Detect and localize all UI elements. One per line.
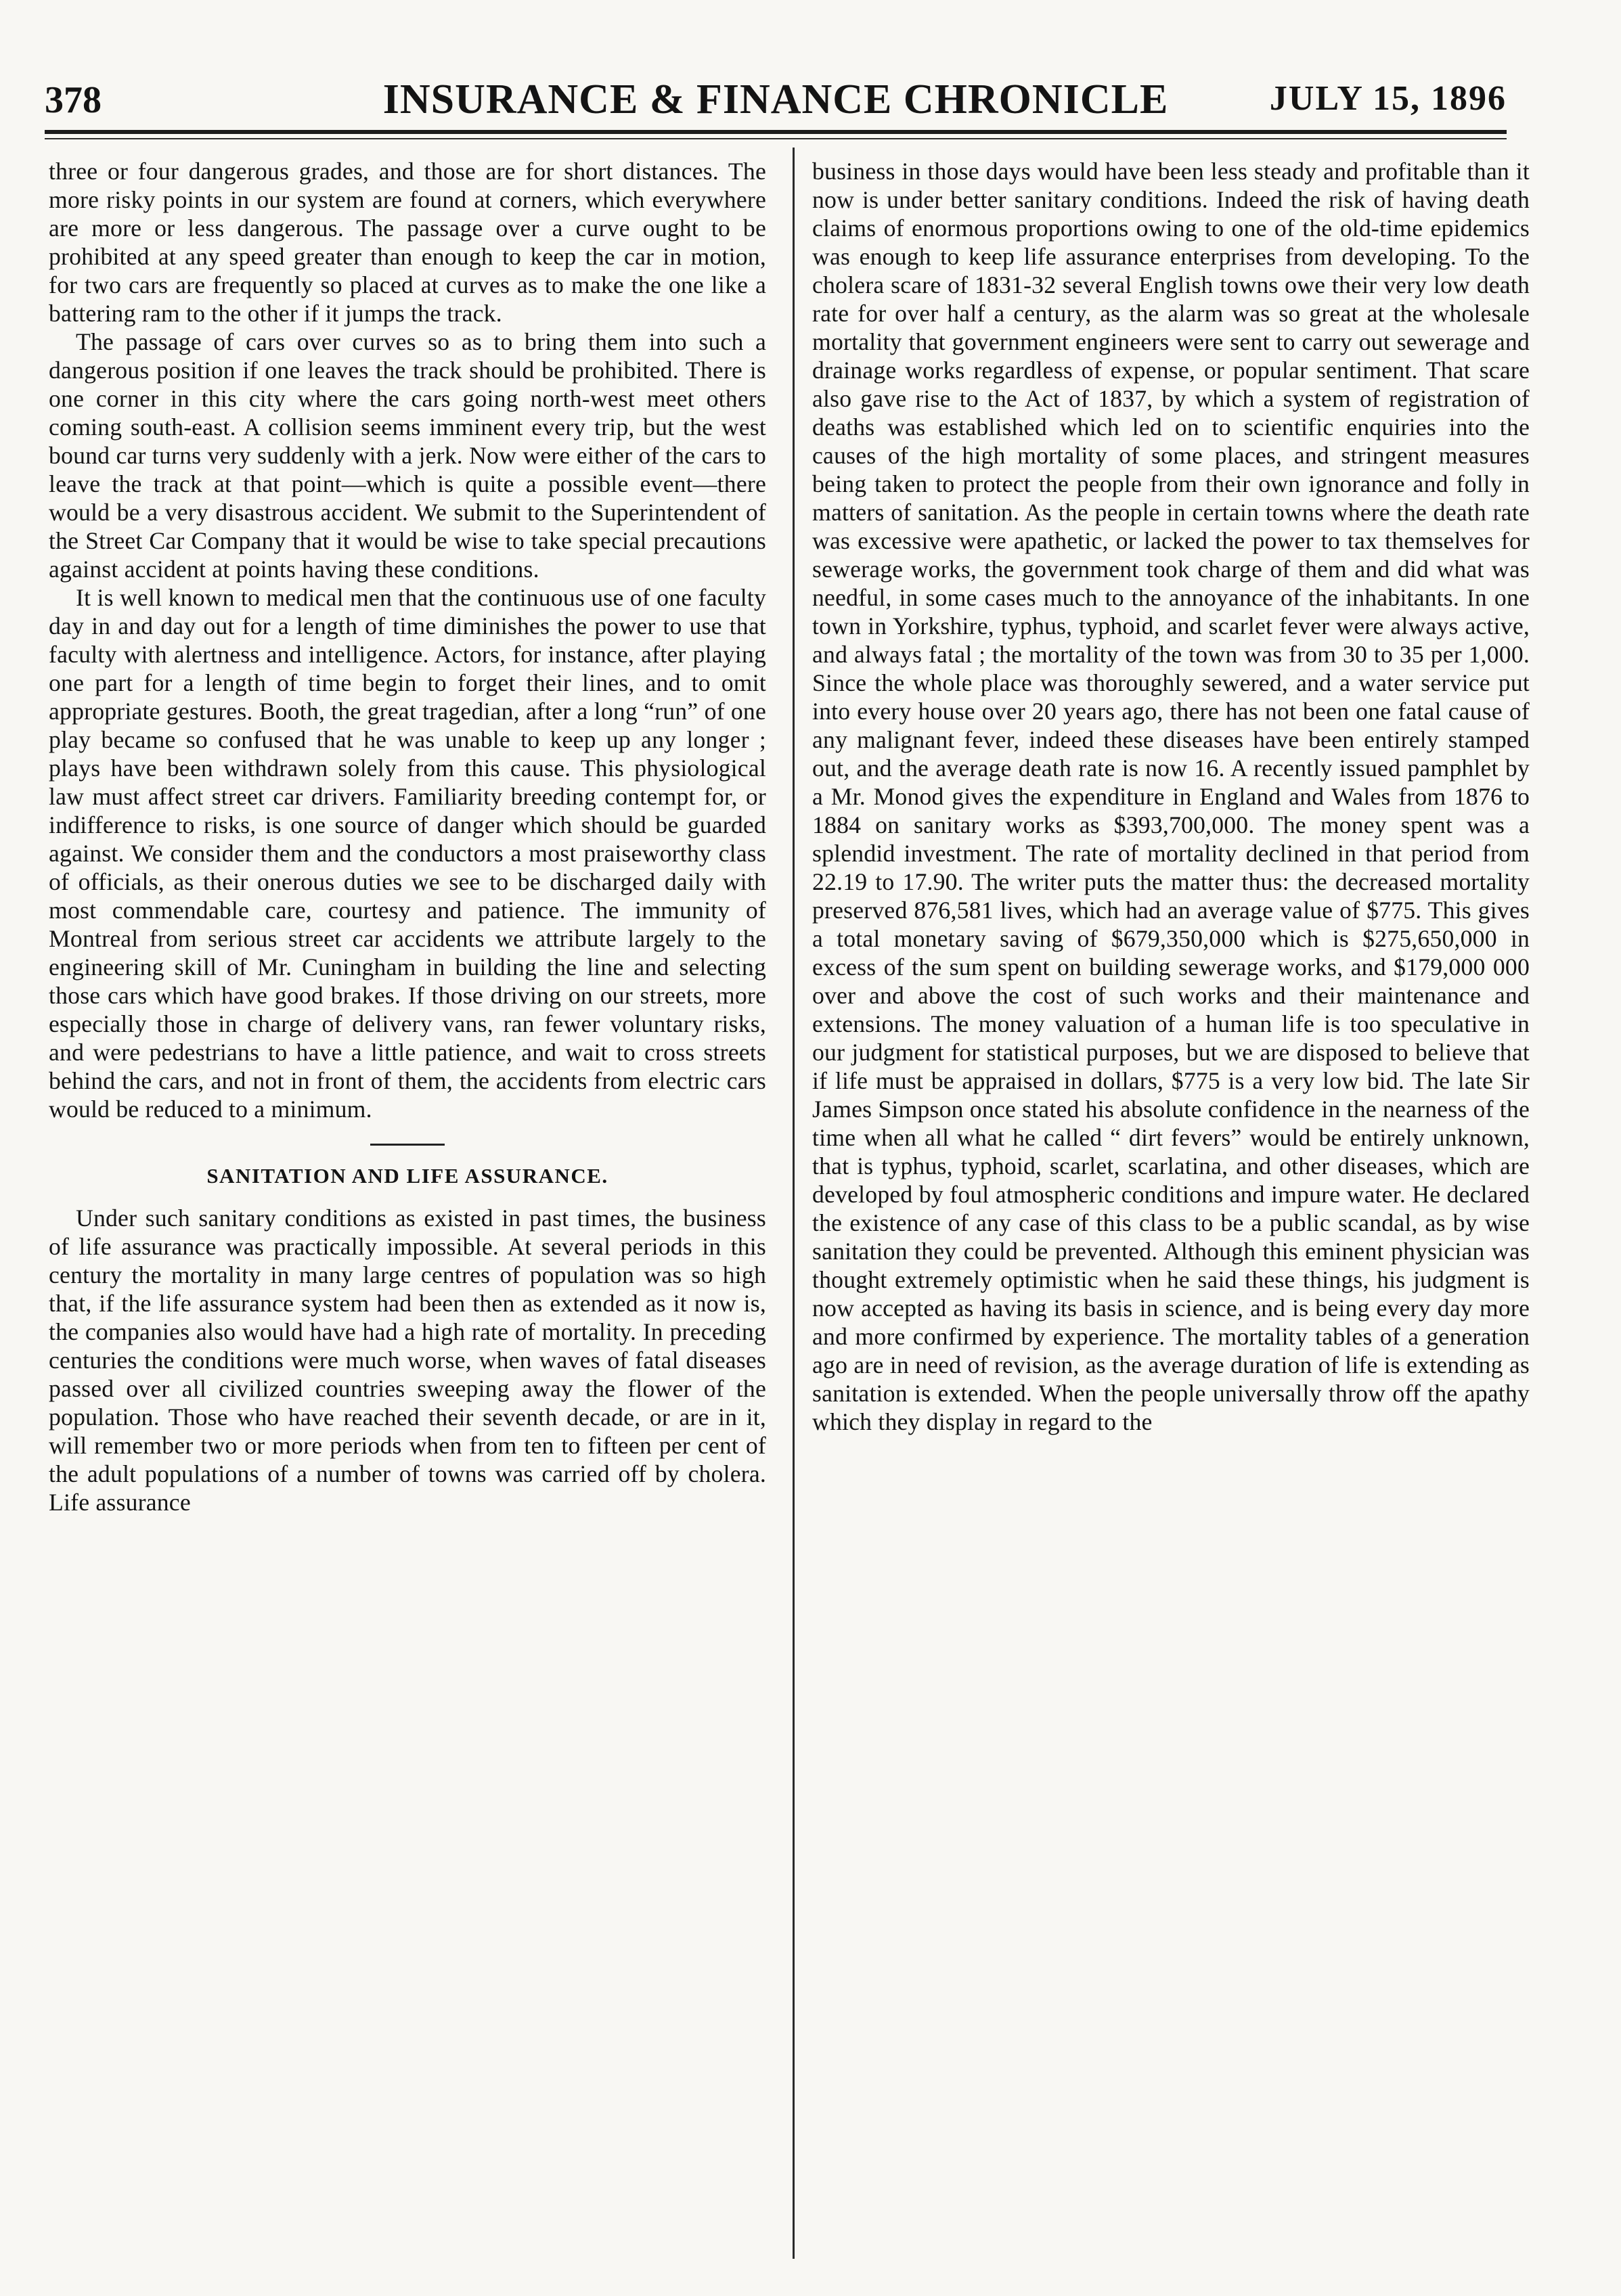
page-header (45, 73, 1507, 127)
left-paragraph-1: three or four dangerous grades, and those are for short distances. The more risky points in our system are found at corners, which everywhere are more or less dangerous. The passage over a curve ought to be prohibited at any speed greater than enough to keep the car in motion, for two cars are frequently so placed at curves as to make the one like a battering ram to the other if it jumps the track. (49, 158, 766, 327)
column-divider (793, 148, 795, 2259)
section-separator (370, 1144, 445, 1146)
left-column (49, 157, 766, 1516)
header-rule-thick (45, 130, 1507, 134)
left-paragraph-2: The passage of cars over curves so as to bring them into such a dangerous position if one leaves the track should be prohibited. There is one corner in this city where the cars going north-west meet others coming south-east. A collision seems imminent every trip, but the west bound car turns very suddenly with a jerk. Now were either of the cars to leave the track at that point—which is quite a possible event—there would be a very disastrous accident. We submit to the Superintendent of the Street Car Company that it would be wise to take special precautions against accident at points having these conditions. (49, 328, 766, 583)
header-rule-thin (45, 138, 1507, 139)
issue-date: JULY 15, 1896 (1269, 79, 1507, 118)
section-paragraph: Under such sanitary conditions as existed in past times, the business of life assurance was practically impossible. At several periods in this century the mortality in many large centres of population was so high that, if the life assurance system had been then as extended as it now is, the companies also would have had a high rate of mortality. In preceding centuries the conditions were much worse, when waves of fatal diseases passed over all civilized countries sweeping away the flower of the population. Those who have reached their seventh decade, or are in it, will remember two or more periods when from ten to fifteen per cent of the adult populations of a number of towns was carried off by cholera. Life assurance (49, 1205, 766, 1516)
page-number: 378 (45, 79, 102, 121)
section-heading: SANITATION AND LIFE ASSURANCE. (206, 1164, 608, 1188)
right-column (812, 157, 1530, 1436)
left-paragraph-3: It is well known to medical men that the continuous use of one faculty day in and day out for a length of time diminishes the power to use that faculty with alertness and intelligence. Actors, for instance, after playing one part for a length of time begin to forget their lines, and to omit appropriate gestures. Booth, the great tragedian, after a long “run” of one play became so confused that he was unable to keep up any longer ; plays have been withdrawn solely from this cause. This physiological law must affect street car drivers. Familiarity breeding contempt for, or indifference to risks, is one source of danger which should be guarded against. We consider them and the conductors a most praiseworthy class of officials, as their onerous duties we see to be discharged daily with most commendable care, courtesy and patience. The immunity of Montreal from serious street car accidents we attribute largely to the engineering skill of Mr. Cuningham in building the line and selecting those cars which have good brakes. If those driving on our streets, more especially those in charge of delivery vans, ran fewer voluntary risks, and were pedestrians to have a little patience, and wait to cross streets behind the cars, and not in front of them, the accidents from electric cars would be reduced to a minimum. (49, 584, 766, 1123)
right-paragraph-1: business in those days would have been less steady and profitable than it now is under better sanitary conditions. Indeed the risk of having death claims of enormous proportions owing to one of the old-time epidemics was enough to keep life assurance enterprises from developing. To the cholera scare of 1831-32 several English towns owe their very low death rate for over half a century, as the alarm was so great at the wholesale mortality that government engineers were sent to carry out sewerage and drainage works regardless of expense, or popular sentiment. That scare also gave rise to the Act of 1837, by which a system of registration of deaths was established which led on to scientific enquiries into the causes of the high mortality of some places, and stringent measures being taken to protect the people from their own ignorance and folly in matters of sanitation. As the people in certain towns where the death rate was excessive were apathetic, or lacked the power to tax themselves for sewerage works, the government took charge of them and did what was needful, in some cases much to the annoyance of the inhabitants. In one town in Yorkshire, typhus, typhoid, and scarlet fever were always active, and always fatal ; the mortality of the town was from 30 to 35 per 1,000. Since the whole place was thoroughly sewered, and a water service put into every house over 20 years ago, there has not been one fatal cause of any malignant fever, indeed these diseases have been entirely stamped out, and the average death rate is now 16. A recently issued pamphlet by a Mr. Monod gives the expenditure in England and Wales from 1876 to 1884 on sanitary works as $393,700,000. The money spent was a splendid investment. The rate of mortality declined in that period from 22.19 to 17.90. The writer puts the matter thus: the decreased mortality preserved 876,581 lives, which had an average value of $775. This gives a total monetary saving of $679,350,000 which is $275,650,000 in excess of the sum spent on building sewerage works, and $179,000 000 over and above the cost of such works and their maintenance and extensions. The money valuation of a human life is too speculative in our judgment for statistical purposes, but we are disposed to believe that if life must be appraised in dollars, $775 is a very low bid. The late Sir James Simpson once stated his absolute confidence in the nearness of the time when all what he called “ dirt fevers” would be entirely unknown, that is typhus, typhoid, scarlet, scarlatina, and other diseases, which are developed by foul atmospheric conditions and impure water. He declared the existence of any case of this class to be a public scandal, as by wise sanitation they could be prevented. Although this eminent physician was thought extremely optimistic when he said these things, his judgment is now accepted as having its basis in science, and is being every day more and more confirmed by experience. The mortality tables of a generation ago are in need of revision, as the average duration of life is extending as sanitation is extended. When the people universally throw off the apathy which they display in regard to the (812, 158, 1530, 1435)
journal-title: INSURANCE & FINANCE CHRONICLE (382, 76, 1169, 122)
